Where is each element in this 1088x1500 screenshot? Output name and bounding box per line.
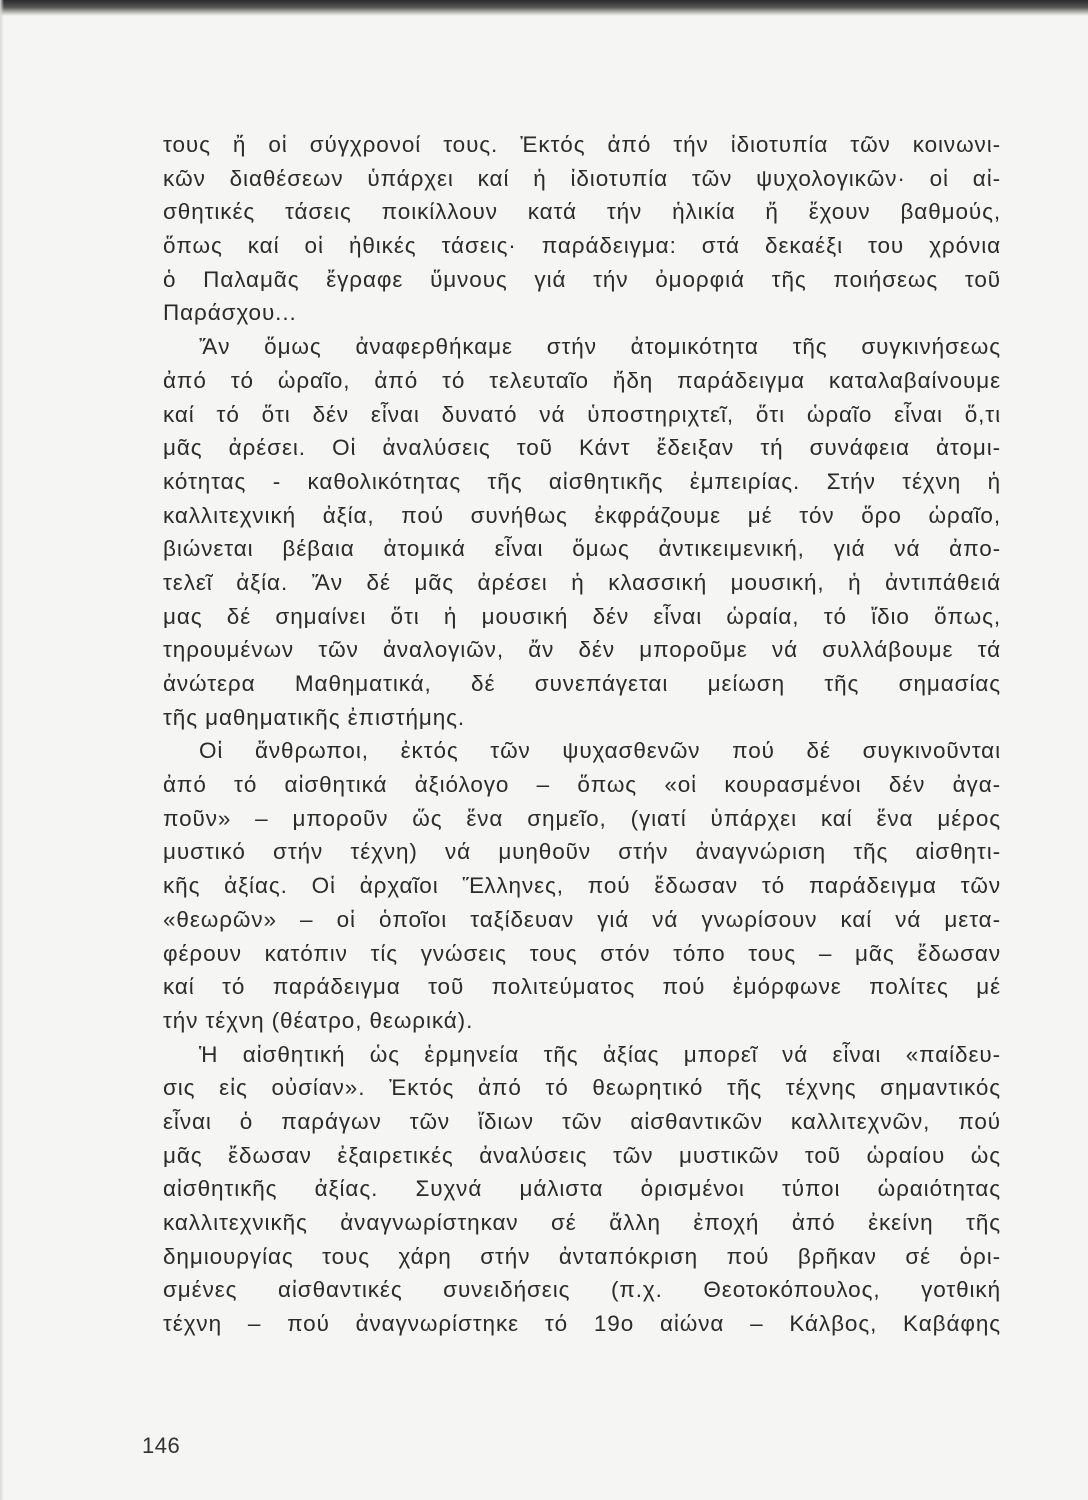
text-line: κότητας - καθολικότητας τῆς αἰσθητικῆς ἐμπειρίας. Στήν τέχνη ἡ (163, 468, 1001, 494)
paragraph-start-line: Ἡ αἰσθητική ὡς ἑρμηνεία τῆς ἀξίας μπορεῖ νά εἶναι «παίδευ- (199, 1041, 1001, 1067)
text-line: ἀπό τό αἰσθητικά ἀξιόλογο – ὅπως «οἱ κουρασμένοι δέν ἀγα- (163, 772, 1001, 798)
text-line: κῶν διαθέσεων ὑπάρχει καί ἡ ἰδιοτυπία τῶν ψυχολογικῶν· οἱ αἰ- (163, 165, 1001, 191)
text-line: εἶναι ὁ παράγων τῶν ἴδιων τῶν αἰσθαντικῶν καλλιτεχνῶν, πού (163, 1108, 1001, 1134)
body-text (163, 128, 1001, 1341)
text-line: δημιουργίας τους χάρη στήν ἀνταπόκριση πού βρῆκαν σέ ὁρι- (163, 1243, 1001, 1269)
text-line: καί τό ὅτι δέν εἶναι δυνατό νά ὑποστηριχτεῖ, ὅτι ὡραῖο εἶναι ὅ,τι (163, 401, 1001, 427)
text-line: τέχνη – πού ἀναγνωρίστηκε τό 19ο αἰώνα – Κάλβος, Καβάφης (163, 1311, 1001, 1337)
text-line: «θεωρῶν» – οἱ ὁποῖοι ταξίδευαν γιά νά γνωρίσουν καί νά μετα- (163, 906, 1001, 932)
text-line: αἰσθητικῆς ἀξίας. Συχνά μάλιστα ὁρισμένοι τύποι ὡραιότητας (163, 1176, 1001, 1202)
text-line: σθητικές τάσεις ποικίλλουν κατά τήν ἡλικία ἤ ἔχουν βαθμούς, (163, 199, 1001, 225)
text-line: τῆς μαθηματικῆς ἐπιστήμης. (163, 704, 466, 730)
text-line: τήν τέχνη (θέατρο, θεωρικά). (163, 1007, 474, 1033)
text-line: καλλιτεχνικῆς ἀναγνωρίστηκαν σέ ἄλλη ἐποχή ἀπό ἐκείνη τῆς (163, 1210, 1001, 1235)
paragraph-start-line: Οἱ ἄνθρωποι, ἐκτός τῶν ψυχασθενῶν πού δέ συγκινοῦνται (199, 738, 1001, 764)
text-line: ὁ Παλαμᾶς ἔγραφε ὕμνους γιά τήν ὀμορφιά τῆς ποιήσεως τοῦ (163, 266, 1001, 292)
scan-top-edge (0, 0, 1088, 16)
text-line: μας δέ σημαίνει ὅτι ἡ μουσική δέν εἶναι ὡραία, τό ἴδιο ὅπως, (163, 603, 1001, 629)
text-line: βιώνεται βέβαια ἀτομικά εἶναι ὅμως ἀντικειμενική, γιά νά ἀπο- (163, 536, 1001, 562)
text-line: ὅπως καί οἱ ἠθικές τάσεις· παράδειγμα: στά δεκαέξι του χρόνια (163, 233, 1001, 259)
text-line: φέρουν κατόπιν τίς γνώσεις τους στόν τόπο τους – μᾶς ἔδωσαν (163, 940, 1001, 966)
text-line: κῆς ἀξίας. Οἱ ἀρχαῖοι Ἕλληνες, πού ἔδωσαν τό παράδειγμα τῶν (163, 873, 1001, 899)
text-line: μᾶς ἀρέσει. Οἱ ἀναλύσεις τοῦ Κάντ ἔδειξαν τή συνάφεια ἀτομι- (163, 435, 1001, 461)
text-line: σμένες αἰσθαντικές συνειδήσεις (π.χ. Θεοτοκόπουλος, γοτθική (163, 1277, 1001, 1303)
text-line: καί τό παράδειγμα τοῦ πολιτεύματος πού ἐμόρφωνε πολίτες μέ (163, 974, 1001, 1000)
page-number: 146 (142, 1433, 181, 1458)
text-line: μᾶς ἔδωσαν ἐξαιρετικές ἀναλύσεις τῶν μυστικῶν τοῦ ὡραίου ὡς (163, 1142, 1001, 1168)
paragraph-start-line: Ἄν ὅμως ἀναφερθήκαμε στήν ἀτομικότητα τῆς συγκινήσεως (199, 334, 1001, 360)
text-line: ἀνώτερα Μαθηματικά, δέ συνεπάγεται μείωση τῆς σημασίας (163, 671, 1001, 696)
text-line: μυστικό στήν τέχνη) νά μυηθοῦν στήν ἀναγνώριση τῆς αἰσθητι- (163, 839, 1001, 865)
text-line: καλλιτεχνική ἀξία, πού συνήθως ἐκφράζουμε μέ τόν ὅρο ὡραῖο, (163, 502, 1001, 528)
text-line: τηρουμένων τῶν ἀναλογιῶν, ἄν δέν μποροῦμε νά συλλάβουμε τά (163, 637, 1001, 663)
text-line: τους ἤ οἱ σύγχρονοί τους. Ἐκτός ἀπό τήν ἰδιοτυπία τῶν κοινωνι- (163, 132, 1001, 157)
text-line: ποῦν» – μποροῦν ὥς ἕνα σημεῖο, (γιατί ὑπάρχει καί ἕνα μέρος (163, 805, 1001, 831)
text-line: τελεῖ ἀξία. Ἄν δέ μᾶς ἀρέσει ἡ κλασσική μουσική, ἡ ἀντιπάθειά (163, 569, 1001, 595)
text-line: σις εἰς οὐσίαν». Ἐκτός ἀπό τό θεωρητικό τῆς τέχνης σημαντικός (163, 1075, 1001, 1101)
scan-left-edge (0, 0, 4, 1500)
text-line: ἀπό τό ὡραῖο, ἀπό τό τελευταῖο ἤδη παράδειγμα καταλαβαίνουμε (163, 367, 1001, 393)
text-line: Παράσχου... (163, 300, 297, 326)
